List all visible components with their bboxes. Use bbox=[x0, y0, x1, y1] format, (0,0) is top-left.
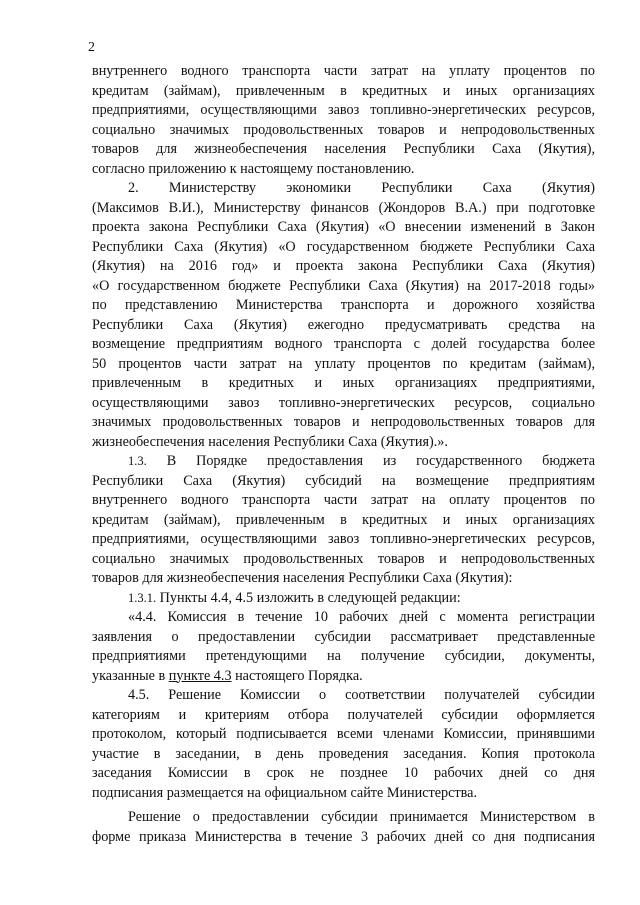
text-line: Решение о предоставлении субсидии принимается Министерством в bbox=[128, 809, 595, 825]
text-line: жизнеобеспечения населения Республики Саха (Якутия).». bbox=[92, 433, 448, 450]
text-line: (Якутия) на 2016 год» и проекта закона Республики Саха (Якутия) bbox=[92, 258, 595, 274]
text-line: участие в заседании, в день проведения заседания. Копия протокола bbox=[92, 745, 595, 762]
clause-number: 1.3.1. bbox=[128, 590, 157, 605]
text-line bbox=[92, 589, 595, 609]
text-line: заявления о предоставлении субсидии рассматривает представленные bbox=[92, 628, 595, 645]
text-fragment: указанные в bbox=[92, 667, 169, 684]
text-line: кредитам (займам), привлеченным в кредитных и иных организациях bbox=[92, 511, 595, 528]
document-body bbox=[92, 62, 595, 847]
text-line: предприятиями претендующими на получение субсидии, документы, bbox=[92, 648, 595, 664]
paragraph-1 bbox=[92, 62, 595, 179]
text-line: по представлению Министерства транспорта и дорожного хозяйства bbox=[92, 297, 595, 313]
clause-number: 1.3. bbox=[128, 454, 147, 468]
text-line bbox=[92, 452, 595, 472]
text-line: Республики Саха (Якутия) субсидий на возмещение предприятиям bbox=[92, 472, 595, 489]
text-line: согласно приложению к настоящему постановлению. bbox=[92, 160, 415, 177]
text-line: (Максимов В.И.), Министерству финансов (Жондоров В.А.) при подготовке bbox=[92, 199, 595, 216]
text-line: форме приказа Министерства в течение 3 рабочих дней со дня подписания bbox=[92, 828, 595, 845]
text-line: товаров для жизнеобеспечения населения Республики Саха (Якутия): bbox=[92, 570, 513, 586]
text-line: «4.4. Комиссия в течение 10 рабочих дней с момента регистрации bbox=[128, 609, 595, 625]
text-line: внутреннего водного транспорта части затрат на оплату процентов по bbox=[92, 492, 595, 508]
text-line: категориям и критериям отбора получателей субсидии оформляется bbox=[92, 706, 595, 723]
text-line: возмещение предприятиям водного транспорта с долей государства более bbox=[92, 336, 595, 352]
page-number: 2 bbox=[88, 40, 95, 55]
text-line: подписания размещается на официальном сайте Министерства. bbox=[92, 784, 477, 801]
text-line: осуществляющими завоз топливно-энергетических ресурсов, социально bbox=[92, 394, 595, 411]
text-line: Республики Саха (Якутия) «О государственном бюджете Республики Саха bbox=[92, 238, 595, 255]
paragraph-1-3 bbox=[92, 452, 595, 589]
text-line: привлеченным в кредитных и иных организациях предприятиями, bbox=[92, 375, 595, 391]
text-fragment: настоящего Порядка. bbox=[231, 667, 363, 684]
text-line bbox=[92, 667, 595, 687]
text-line: 4.5. Решение Комиссии о соответствии получателей субсидии bbox=[128, 687, 595, 703]
text-line: предприятиями, осуществляющими завоз топливно-энергетических ресурсов, bbox=[92, 102, 595, 118]
text-line: значимых продовольственных товаров и непродовольственных товаров для bbox=[92, 414, 595, 430]
paragraph-4-5 bbox=[92, 686, 595, 803]
text-line: товаров для жизнеобеспечения населения Республики Саха (Якутия), bbox=[92, 141, 595, 157]
text-line: внутреннего водного транспорта части затрат на уплату процентов по bbox=[92, 63, 595, 79]
text-line: социально значимых продовольственных товаров и непродовольственных bbox=[92, 550, 595, 567]
text-line: «О государственном бюджете Республики Саха (Якутия) на 2017-2018 годы» bbox=[92, 277, 595, 294]
paragraph-4-4 bbox=[92, 608, 595, 686]
clause-reference-link[interactable]: пункте 4.3 bbox=[168, 667, 232, 684]
text-line: социально значимых продовольственных товаров и непродовольственных bbox=[92, 121, 595, 138]
text-line: предприятиями, осуществляющими завоз топливно-энергетических ресурсов, bbox=[92, 531, 595, 547]
clause-text: Пункты 4.4, 4.5 изложить в следующей редакции: bbox=[159, 589, 461, 606]
text-line: протоколом, который подписывается всеми членами Комиссии, принявшими bbox=[92, 726, 595, 742]
paragraph-1-3-1 bbox=[92, 589, 595, 609]
text-line: 2. Министерству экономики Республики Саха (Якутия) bbox=[128, 180, 595, 196]
paragraph-decision bbox=[92, 808, 595, 847]
text-line: Республики Саха (Якутия) ежегодно предусматривать средства на bbox=[92, 316, 595, 333]
text-line: кредитам (займам), привлеченным в кредитных и иных организациях bbox=[92, 82, 595, 99]
paragraph-2 bbox=[92, 179, 595, 452]
text-line: проекта закона Республики Саха (Якутия) «О внесении изменений в Закон bbox=[92, 219, 595, 235]
clause-text: В Порядке предоставления из государственного бюджета bbox=[166, 453, 595, 469]
text-line: заседания Комиссии в срок не позднее 10 рабочих дней со дня bbox=[92, 765, 595, 781]
text-line: 50 процентов части затрат на уплату процентов по кредитам (займам), bbox=[92, 355, 595, 372]
